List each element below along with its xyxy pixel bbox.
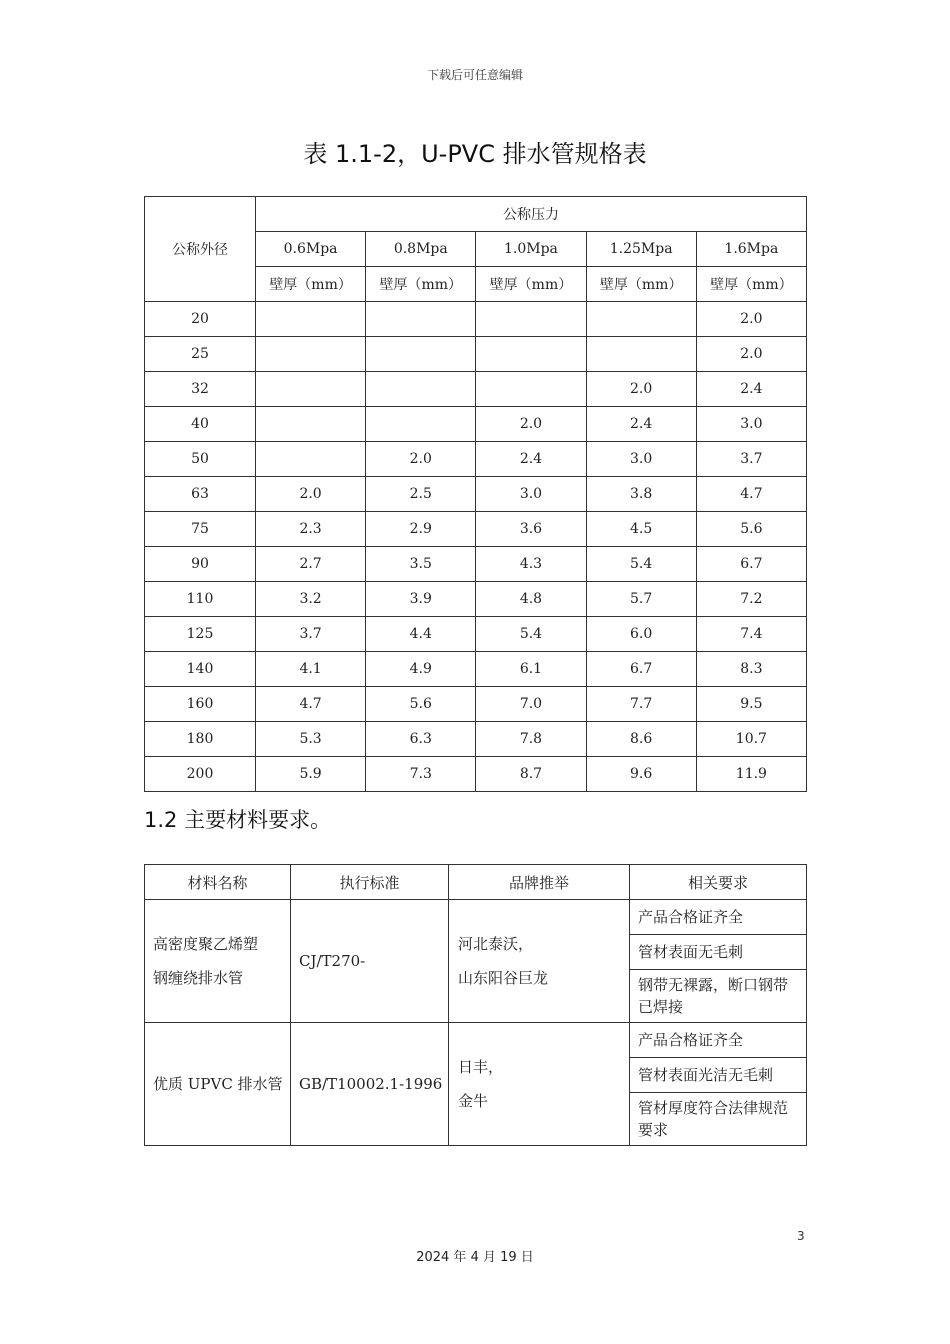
header-row-1: [145, 197, 807, 232]
thickness-cell: 4.5: [586, 512, 696, 547]
thickness-cell: [256, 442, 366, 477]
thickness-cell: 3.7: [256, 617, 366, 652]
thickness-cell: 3.5: [366, 547, 476, 582]
thickness-cell: 7.2: [696, 582, 806, 617]
thickness-cell: 4.3: [476, 547, 586, 582]
thickness-cell: 2.4: [586, 407, 696, 442]
thickness-cell: 4.1: [256, 652, 366, 687]
thickness-cell: [586, 337, 696, 372]
requirement-cell: 管材表面无毛刺: [630, 935, 807, 970]
thickness-cell: 5.4: [586, 547, 696, 582]
thickness-cell: 6.3: [366, 722, 476, 757]
thickness-cell: 7.4: [696, 617, 806, 652]
thickness-cell: [476, 337, 586, 372]
thickness-cell: [256, 407, 366, 442]
thickness-cell: 3.7: [696, 442, 806, 477]
material-name-cell: [145, 900, 291, 1023]
material-name-line: 高密度聚乙烯塑: [153, 935, 259, 953]
thickness-cell: 7.3: [366, 757, 476, 792]
table-row: [145, 442, 807, 477]
material-header-row: [145, 865, 807, 900]
thickness-cell: [586, 302, 696, 337]
thickness-cell: 2.4: [696, 372, 806, 407]
table-row: [145, 652, 807, 687]
thickness-cell: 6.1: [476, 652, 586, 687]
table-row: [145, 407, 807, 442]
unit-header: 壁厚（mm）: [366, 267, 476, 302]
od-cell: 25: [145, 337, 256, 372]
pressure-header: 1.0Mpa: [476, 232, 586, 267]
brand-cell: [449, 900, 630, 1023]
thickness-cell: 3.0: [696, 407, 806, 442]
thickness-cell: 6.7: [696, 547, 806, 582]
thickness-cell: 4.9: [366, 652, 476, 687]
brand-line: 河北泰沃，: [458, 935, 534, 953]
thickness-cell: [366, 372, 476, 407]
requirement-cell: 管材厚度符合法律规范要求: [630, 1093, 807, 1146]
od-cell: 20: [145, 302, 256, 337]
brand-line: 山东阳谷巨龙: [458, 969, 549, 987]
requirement-cell: 产品合格证齐全: [630, 900, 807, 935]
od-cell: 75: [145, 512, 256, 547]
thickness-cell: 3.9: [366, 582, 476, 617]
od-cell: 40: [145, 407, 256, 442]
pressure-header: 0.8Mpa: [366, 232, 476, 267]
thickness-cell: 2.0: [696, 302, 806, 337]
od-cell: 200: [145, 757, 256, 792]
od-cell: 180: [145, 722, 256, 757]
thickness-cell: [256, 372, 366, 407]
thickness-cell: 9.6: [586, 757, 696, 792]
table-row: [145, 722, 807, 757]
thickness-cell: 3.0: [476, 477, 586, 512]
table-row: [145, 512, 807, 547]
thickness-cell: 10.7: [696, 722, 806, 757]
thickness-cell: 9.5: [696, 687, 806, 722]
thickness-cell: 2.4: [476, 442, 586, 477]
pressure-header: 1.25Mpa: [586, 232, 696, 267]
table-title: 表 1.1-2，U-PVC 排水管规格表: [303, 140, 647, 168]
thickness-cell: 11.9: [696, 757, 806, 792]
material-name-line: 优质 UPVC 排水管: [153, 1075, 283, 1093]
thickness-cell: 4.4: [366, 617, 476, 652]
thickness-cell: 2.0: [256, 477, 366, 512]
header-note: 下载后可任意编辑: [426, 68, 523, 82]
page-number: 3: [797, 1229, 805, 1243]
material-row: [145, 1023, 807, 1058]
thickness-cell: 5.6: [366, 687, 476, 722]
column-header: 品牌推举: [449, 865, 630, 900]
od-cell: 50: [145, 442, 256, 477]
thickness-cell: 5.6: [696, 512, 806, 547]
thickness-cell: 6.0: [586, 617, 696, 652]
table-row: [145, 687, 807, 722]
thickness-cell: 3.0: [586, 442, 696, 477]
thickness-cell: 2.0: [476, 407, 586, 442]
unit-header: 壁厚（mm）: [476, 267, 586, 302]
od-cell: 160: [145, 687, 256, 722]
thickness-cell: 5.4: [476, 617, 586, 652]
table-row: [145, 302, 807, 337]
thickness-cell: 2.5: [366, 477, 476, 512]
thickness-cell: [476, 372, 586, 407]
thickness-cell: 2.9: [366, 512, 476, 547]
material-name-cell: [145, 1023, 291, 1146]
thickness-cell: 7.7: [586, 687, 696, 722]
upvc-spec-table: [144, 196, 807, 792]
footer-date: 2024 年 4 月 19 日: [416, 1250, 534, 1265]
column-header: 相关要求: [630, 865, 807, 900]
thickness-cell: 4.7: [696, 477, 806, 512]
thickness-cell: [256, 337, 366, 372]
column-header: 执行标准: [291, 865, 449, 900]
unit-header: 壁厚（mm）: [256, 267, 366, 302]
od-cell: 32: [145, 372, 256, 407]
thickness-cell: 2.7: [256, 547, 366, 582]
thickness-cell: 2.0: [586, 372, 696, 407]
brand-line: 金牛: [458, 1092, 489, 1110]
requirement-cell: 钢带无裸露，断口钢带已焊接: [630, 970, 807, 1023]
thickness-cell: 4.7: [256, 687, 366, 722]
unit-header: 壁厚（mm）: [696, 267, 806, 302]
material-requirements-table: [144, 864, 807, 1146]
thickness-cell: 5.7: [586, 582, 696, 617]
brand-cell: [449, 1023, 630, 1146]
material-row: [145, 900, 807, 935]
table-row: [145, 477, 807, 512]
od-cell: 140: [145, 652, 256, 687]
thickness-cell: 6.7: [586, 652, 696, 687]
thickness-cell: [366, 302, 476, 337]
thickness-cell: [366, 407, 476, 442]
thickness-cell: 3.6: [476, 512, 586, 547]
requirement-cell: 产品合格证齐全: [630, 1023, 807, 1058]
table-row: [145, 582, 807, 617]
thickness-cell: 7.8: [476, 722, 586, 757]
column-header: 材料名称: [145, 865, 291, 900]
table-row: [145, 547, 807, 582]
thickness-cell: 2.3: [256, 512, 366, 547]
thickness-cell: 8.7: [476, 757, 586, 792]
thickness-cell: [476, 302, 586, 337]
thickness-cell: 3.8: [586, 477, 696, 512]
thickness-cell: 8.6: [586, 722, 696, 757]
table-row: [145, 617, 807, 652]
unit-header: 壁厚（mm）: [586, 267, 696, 302]
pressure-header: 0.6Mpa: [256, 232, 366, 267]
thickness-cell: 2.0: [696, 337, 806, 372]
thickness-cell: 4.8: [476, 582, 586, 617]
table-row: [145, 757, 807, 792]
thickness-cell: [256, 302, 366, 337]
thickness-cell: 3.2: [256, 582, 366, 617]
thickness-cell: 5.3: [256, 722, 366, 757]
pressure-header: 1.6Mpa: [696, 232, 806, 267]
standard-cell: CJ/T270-: [291, 900, 449, 1023]
thickness-cell: 5.9: [256, 757, 366, 792]
section-heading: 1.2 主要材料要求。: [144, 808, 332, 832]
requirement-cell: 管材表面光洁无毛刺: [630, 1058, 807, 1093]
thickness-cell: [366, 337, 476, 372]
thickness-cell: 8.3: [696, 652, 806, 687]
thickness-cell: 2.0: [366, 442, 476, 477]
material-name-line: 钢缠绕排水管: [153, 969, 244, 987]
od-cell: 110: [145, 582, 256, 617]
standard-cell: GB/T10002.1-1996: [291, 1023, 449, 1146]
thickness-cell: 7.0: [476, 687, 586, 722]
table-row: [145, 372, 807, 407]
od-cell: 90: [145, 547, 256, 582]
brand-line: 日丰，: [458, 1058, 504, 1076]
table-row: [145, 337, 807, 372]
group-header-cell: 公称压力: [256, 197, 807, 232]
row-header-cell: 公称外径: [145, 197, 256, 302]
od-cell: 125: [145, 617, 256, 652]
od-cell: 63: [145, 477, 256, 512]
